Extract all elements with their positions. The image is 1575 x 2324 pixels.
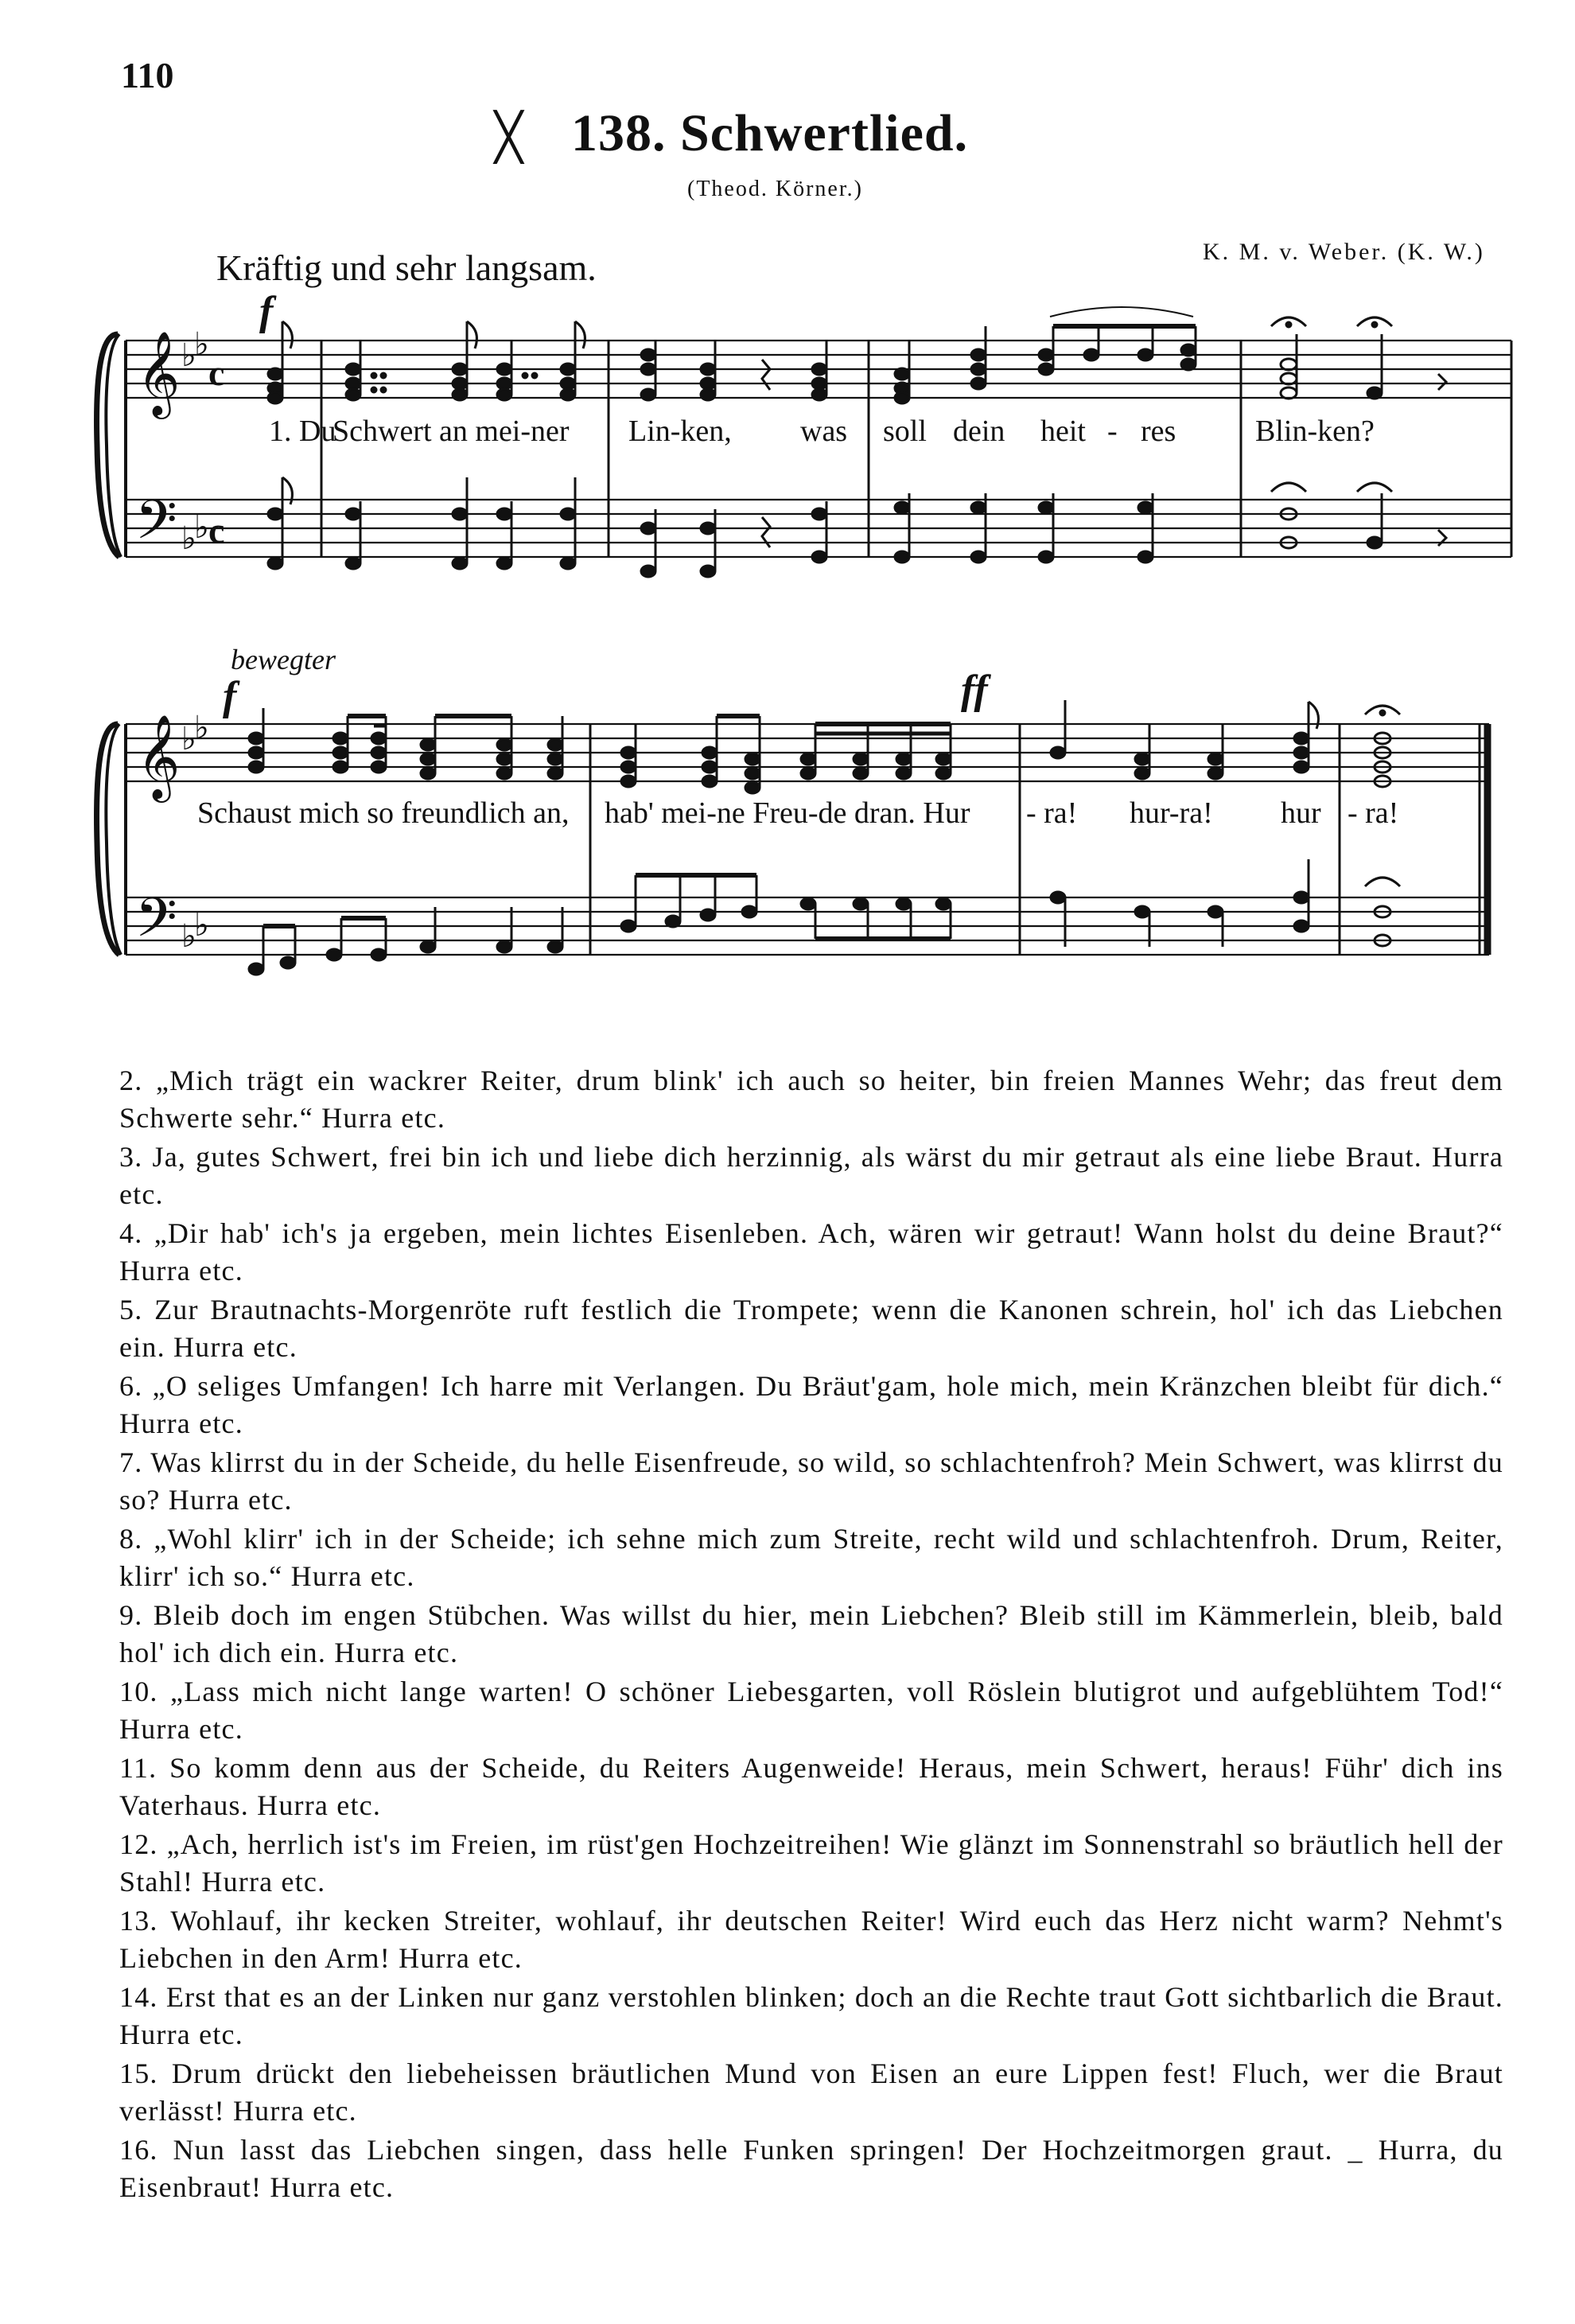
lyric-syllable: Schwert an mei-ner xyxy=(332,415,570,448)
lyric-syllable: was xyxy=(800,415,848,448)
treble-clef-icon: 𝄞 xyxy=(137,330,181,415)
lyric-syllable: heit xyxy=(1040,415,1086,448)
verse-3: 3. Ja, gutes Schwert, frei bin ich und liebe dich herzinnig, als wärst du mir getraut als eine liebe Braut. Hurra etc. xyxy=(119,1141,1503,1210)
flat-icon: ♭ xyxy=(181,721,196,757)
lyric-syllable: soll xyxy=(883,415,927,448)
verse-6: 6. „O seliges Umfangen! Ich harre mit Verlangen. Du Bräut'gam, hole mich, mein Kränzchen bleibt für dich.“ Hurra etc. xyxy=(119,1370,1503,1439)
verse-5: 5. Zur Brautnachts-Morgenröte ruft festlich die Trompete; wenn die Kanonen schrein, hol' ich das Liebchen ein. Hurra etc. xyxy=(119,1294,1503,1363)
bass-clef-icon: 𝄢 xyxy=(135,887,177,963)
lyric-syllable: 1. Du xyxy=(269,415,336,448)
bass-notes-2 xyxy=(249,859,1400,975)
song-title: 138. Schwertlied. xyxy=(571,104,969,162)
lyric-syllable: hur xyxy=(1281,796,1321,830)
lyric-syllable: dein xyxy=(953,415,1005,448)
verse-10: 10. „Lass mich nicht lange warten! O schöner Liebesgarten, voll Röslein blutigrot und aufgeblühtem Tod!“ Hurra etc. xyxy=(119,1676,1503,1745)
flat-icon: ♭ xyxy=(194,710,209,746)
treble-notes-2 xyxy=(249,700,1400,793)
lyric-syllable: Blin-ken? xyxy=(1255,415,1375,448)
verses-list xyxy=(119,1062,1503,2208)
lyric-syllable: res xyxy=(1141,415,1176,448)
lyric-phrase: Schaust mich so freundlich an, xyxy=(197,796,570,830)
pencil-mark: ╳ xyxy=(495,111,523,163)
lyricist: (Theod. Körner.) xyxy=(687,177,863,201)
dynamic-forte: f xyxy=(223,674,237,719)
flat-icon: ♭ xyxy=(181,918,196,955)
verse-11: 11. So komm denn aus der Scheide, du Reiters Augenweide! Heraus, mein Schwert, heraus! Führ' dich ins Vaterhaus. Hurra etc. xyxy=(119,1752,1503,1821)
lyric-hyphen: - xyxy=(1107,415,1118,448)
common-time-icon: c xyxy=(208,352,225,393)
verse-16: 16. Nun lasst das Liebchen singen, dass helle Funken springen! Der Hochzeitmorgen graut. _ Hurra, du Eisenbraut! Hurra etc. xyxy=(119,2134,1503,2203)
flat-icon: ♭ xyxy=(181,520,196,557)
verse-2: 2. „Mich trägt ein wackrer Reiter, drum blink' ich auch so heiter, bin freien Mannes Wehr; das freut dem Schwerte sehr.“ Hurra etc. xyxy=(119,1065,1503,1134)
common-time-icon: c xyxy=(208,510,225,551)
lyric-syllable: Lin-ken, xyxy=(628,415,732,448)
tempo-marking: Kräftig und sehr langsam. xyxy=(216,247,597,288)
lyric-syllable: hur-ra! xyxy=(1130,796,1213,830)
bass-clef-icon: 𝄢 xyxy=(135,489,177,565)
verse-4: 4. „Dir hab' ich's ja ergeben, mein lichtes Eisenleben. Ach, wären wir getraut! Wann holst du deine Braut?“ Hurra etc. xyxy=(119,1217,1503,1287)
page-number: 110 xyxy=(121,55,174,95)
verse-9: 9. Bleib doch im engen Stübchen. Was willst du hier, mein Liebchen? Bleib still im Kämmerlein, bleib, bald hol' ich dich ein. Hurra etc. xyxy=(119,1599,1503,1668)
verse-13: 13. Wohlauf, ihr kecken Streiter, wohlauf, ihr deutschen Reiter! Wird euch das Herz nicht warm? Nehmt's Liebchen in den Arm! Hurra etc. xyxy=(119,1905,1503,1974)
lyric-syllable: - ra! xyxy=(1026,796,1078,830)
verse-7: 7. Was klirrst du in der Scheide, du helle Eisenfreude, so wild, so schlachtenfroh? Mein Schwert, was klirrst du so? Hurra etc. xyxy=(119,1446,1503,1516)
flat-icon: ♭ xyxy=(181,337,196,374)
verse-14: 14. Erst that es an der Linken nur ganz verstohlen blinken; doch an die Rechte traut Gott sichtbarlich die Braut. Hurra etc. xyxy=(119,1981,1504,2050)
flat-icon: ♭ xyxy=(194,326,209,363)
verse-12: 12. „Ach, herrlich ist's im Freien, im rüst'gen Hochzeitreihen! Wie glänzt im Sonnenstrahl so bräutlich hell der Stahl! Hurra etc. xyxy=(119,1828,1503,1898)
verse-8: 8. „Wohl klirr' ich in der Scheide; ich sehne mich zum Streite, recht wild und schlachtenfroh. Drum, Reiter, klirr' ich so.“ Hurra etc. xyxy=(119,1523,1504,1592)
tempo-bewegter: bewegter xyxy=(231,644,336,675)
verse-15: 15. Drum drückt den liebeheissen bräutlichen Mund von Eisen an eure Lippen fest! Fluch, wer die Braut verlässt! Hurra etc. xyxy=(119,2057,1504,2127)
flat-icon: ♭ xyxy=(194,907,209,944)
lyric-phrase: hab' mei-ne Freu-de dran. Hur xyxy=(605,796,970,830)
dynamic-fortissimo: ff xyxy=(961,668,988,713)
score-system-1 xyxy=(0,0,1575,605)
flat-icon: ♭ xyxy=(194,509,209,546)
lyric-syllable: - ra! xyxy=(1348,796,1399,830)
dynamic-forte: f xyxy=(259,289,274,334)
bass-notes-1 xyxy=(268,477,1446,577)
composer: K. M. v. Weber. (K. W.) xyxy=(1203,239,1485,265)
treble-clef-icon: 𝄞 xyxy=(137,714,181,799)
